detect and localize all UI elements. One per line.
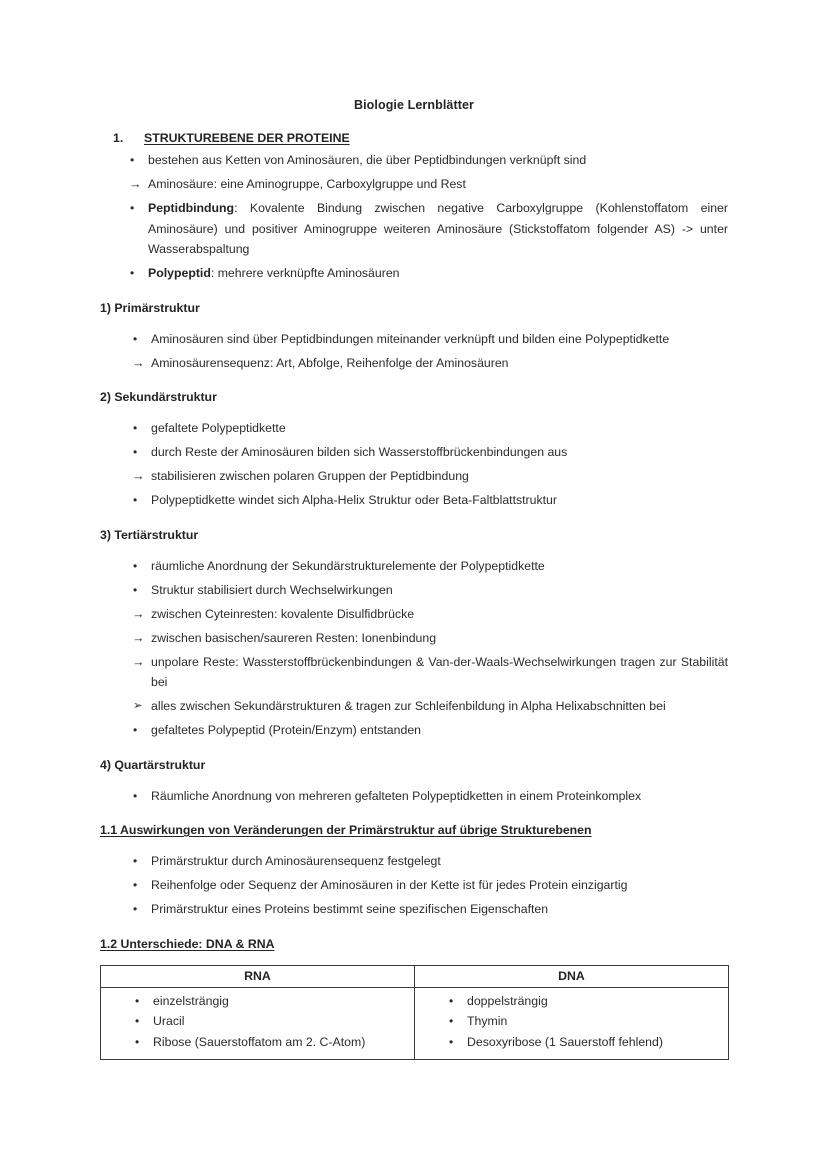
list-item [133, 418, 728, 439]
bullet-marker-icon: • [133, 723, 138, 737]
bullet-marker-icon: • [133, 854, 138, 868]
list-item-text: Aminosäuren sind über Peptidbindungen miteinander verknüpft und bilden eine Polypeptidkette [151, 331, 670, 346]
table-list-item-text: einzelsträngig [153, 993, 229, 1008]
list-item-text: gefaltetes Polypeptid (Protein/Enzym) entstanden [151, 723, 422, 737]
bullet-marker-icon: • [133, 331, 138, 346]
bullet-marker-icon: • [130, 153, 135, 167]
bullet-marker-icon: • [133, 788, 138, 803]
list-item [133, 875, 728, 896]
section-1-bullet-list [100, 150, 728, 284]
bullet-marker-icon: → [129, 177, 142, 191]
table-list-item [449, 1012, 722, 1032]
section-1-title: STRUKTUREBENE DER PROTEINE [144, 131, 350, 145]
table-list-item [135, 992, 408, 1012]
list-item [133, 652, 728, 693]
bullet-marker-icon: ➢ [133, 700, 143, 712]
list-item-text: Räumliche Anordnung von mehreren gefalteten Polypeptidketten in einem Proteinkomplex [151, 788, 642, 803]
bullet-marker-icon: • [449, 1014, 454, 1028]
list-item [133, 580, 728, 601]
list-item-text: unpolare Reste: Wassterstoffbrückenbindungen & Van-der-Waals-Wechselwirkungen tragen zur Stabilität bei [151, 654, 728, 689]
table-list-item-text: Desoxyribose (1 Sauerstoff fehlend) [467, 1034, 663, 1049]
bullet-marker-icon: • [133, 445, 138, 459]
page-title: Biologie Lernblätter [353, 98, 475, 112]
table-list-item [135, 1012, 408, 1032]
table-list-item-text: Ribose (Sauerstoffatom am 2. C-Atom) [153, 1034, 366, 1049]
table-list-item-text: Uracil [153, 1014, 185, 1028]
list-item [133, 899, 728, 920]
table-header-row [101, 965, 729, 987]
bullet-marker-icon: • [135, 1014, 140, 1028]
table-list-item [135, 1033, 408, 1053]
list-item-text: Peptidbindung: Kovalente Bindung zwischen negative Carboxylgruppe (Kohlenstoffatom einer Aminosäure) und positiver Aminogruppe weiteren Aminosäure (Stickstoffatom folgender AS) -> unter Wasserabspaltung [148, 201, 728, 256]
bullet-marker-icon: → [132, 469, 145, 483]
bullet-marker-icon: • [135, 1034, 140, 1049]
list-item-text: zwischen Cyteinresten: kovalente Disulfidbrücke [151, 606, 415, 621]
list-item [133, 442, 728, 463]
list-item [133, 786, 728, 807]
bullet-marker-icon: → [132, 630, 145, 645]
bullet-marker-icon: • [133, 421, 138, 435]
document-content [100, 98, 728, 1060]
dna-rna-table-wrapper [100, 965, 728, 1061]
bullet-marker-icon: • [133, 902, 138, 916]
list-item [133, 329, 728, 350]
bullet-marker-icon: → [132, 606, 145, 621]
table-cell-dna [415, 987, 729, 1060]
bullet-marker-icon: • [133, 878, 138, 892]
bullet-marker-icon: • [133, 582, 138, 597]
list-item-text: Polypeptidkette windet sich Alpha-Helix Struktur oder Beta-Faltblattstruktur [151, 493, 557, 507]
bullet-marker-icon: → [132, 355, 145, 370]
list-item-text: bestehen aus Ketten von Aminosäuren, die über Peptidbindungen verknüpft sind [148, 153, 587, 167]
table-header-rna: RNA [101, 965, 415, 987]
list-item [130, 174, 728, 195]
list-item-text: gefaltete Polypeptidkette [151, 421, 286, 435]
bullet-marker-icon: • [449, 993, 454, 1008]
list-item-term: Polypeptid [148, 266, 211, 280]
heading-sekundaerstruktur: 2) Sekundärstruktur [100, 390, 217, 404]
list-item [133, 696, 728, 717]
list-item [133, 851, 728, 872]
bullet-marker-icon: • [449, 1034, 454, 1049]
table-list-item [449, 992, 722, 1012]
list-item [133, 353, 728, 374]
heading-tertiaerstruktur: 3) Tertiärstruktur [100, 527, 199, 542]
list-item-text: Primärstruktur durch Aminosäurensequenz festgelegt [151, 854, 441, 868]
list-item-text: Aminosäurensequenz: Art, Abfolge, Reihenfolge der Aminosäuren [151, 355, 509, 370]
list-item-text: stabilisieren zwischen polaren Gruppen der Peptidbindung [151, 469, 469, 483]
heading-subsection-1-2: 1.2 Unterschiede: DNA & RNA [100, 936, 275, 951]
list-item-text: zwischen basischen/saureren Resten: Ionenbindung [151, 630, 437, 645]
bullet-marker-icon: • [133, 493, 138, 507]
list-item [133, 604, 728, 625]
list-item [130, 150, 728, 171]
list-item-text: Aminosäure: eine Aminogruppe, Carboxylgruppe und Rest [148, 177, 466, 191]
list-item-text: durch Reste der Aminosäuren bilden sich Wasserstoffbrückenbindungen aus [151, 445, 568, 459]
bullet-marker-icon: • [130, 201, 135, 215]
section-1-number: 1. [113, 131, 124, 145]
table-cell-rna [101, 987, 415, 1060]
list-item-text: alles zwischen Sekundärstrukturen & tragen zur Schleifenbildung in Alpha Helixabschnitten bei [151, 699, 666, 713]
dna-item-list [415, 992, 728, 1053]
table-list-item-text: Thymin [467, 1014, 508, 1028]
dna-rna-comparison-table [100, 965, 729, 1061]
list-item [130, 263, 728, 284]
list-item [133, 628, 728, 649]
list-item-text: Reihenfolge oder Sequenz der Aminosäuren in der Kette ist für jedes Protein einzigartig [151, 878, 628, 892]
list-item-text: Polypeptid: mehrere verknüpfte Aminosäuren [148, 266, 400, 280]
bullet-marker-icon: → [132, 654, 145, 669]
bullet-marker-icon: • [133, 558, 138, 573]
table-list-item-text: doppelsträngig [467, 993, 548, 1008]
list-item-text: Struktur stabilisiert durch Wechselwirkungen [151, 582, 393, 597]
list-item [133, 720, 728, 741]
sekundaerstruktur-bullet-list [100, 418, 728, 511]
heading-quartaerstruktur: 4) Quartärstruktur [100, 757, 206, 772]
list-item-term: Peptidbindung [148, 201, 235, 215]
table-row [101, 987, 729, 1060]
section-1-heading [100, 131, 728, 145]
bullet-marker-icon: • [130, 266, 135, 280]
list-item-text: räumliche Anordnung der Sekundärstrukturelemente der Polypeptidkette [151, 558, 545, 573]
list-item-text: Primärstruktur eines Proteins bestimmt seine spezifischen Eigenschaften [151, 902, 549, 916]
heading-primaerstruktur: 1) Primärstruktur [100, 300, 200, 315]
rna-item-list [101, 992, 414, 1053]
list-item [133, 490, 728, 511]
list-item [130, 198, 728, 260]
tertiaerstruktur-bullet-list [100, 556, 728, 741]
table-header-dna: DNA [415, 965, 729, 987]
table-list-item [449, 1033, 722, 1053]
list-item [133, 466, 728, 487]
heading-subsection-1-1: 1.1 Auswirkungen von Veränderungen der Primärstruktur auf übrige Strukturebenen [100, 823, 592, 837]
bullet-marker-icon: • [135, 993, 140, 1008]
list-item [133, 556, 728, 577]
primaerstruktur-bullet-list [100, 329, 728, 374]
subsection-1-1-bullet-list [100, 851, 728, 920]
quartaerstruktur-bullet-list [100, 786, 728, 807]
